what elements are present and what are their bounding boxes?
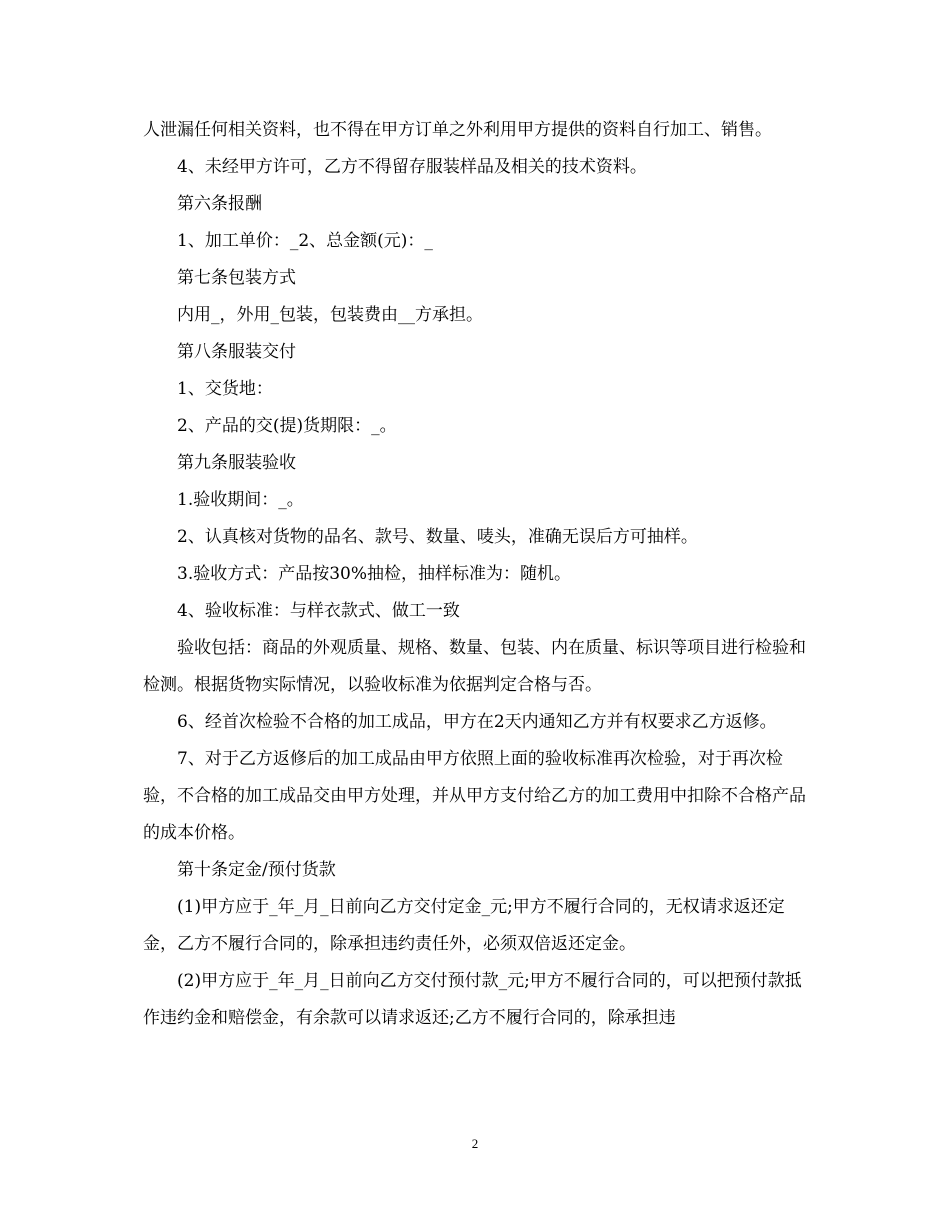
paragraph: (2)甲方应于_年_月_日前向乙方交付预付款_元;甲方不履行合同的，可以把预付款抵作违约金和赔偿金，有余款可以请求返还;乙方不履行合同的，除承担违 [143, 971, 802, 1028]
paragraph: (1)甲方应于_年_月_日前向乙方交付定金_元;甲方不履行合同的，无权请求返还定金，乙方不履行合同的，除承担违约责任外，必须双倍返还定金。 [143, 897, 785, 954]
paragraph: 人泄漏任何相关资料，也不得在甲方订单之外利用甲方提供的资料自行加工、销售。 [143, 120, 772, 140]
paragraph: 2、认真核对货物的品名、款号、数量、唛头，准确无误后方可抽样。 [177, 527, 698, 547]
paragraph: 4、验收标准：与样衣款式、做工一致 [177, 601, 460, 621]
section-heading: 第六条报酬 [177, 194, 262, 214]
section-heading: 第十条定金/预付货款 [177, 860, 336, 880]
paragraph: 7、对于乙方返修后的加工成品由甲方依照上面的验收标准再次检验，对于再次检验，不合格的加工成品交由甲方处理，并从甲方支付给乙方的加工费用中扣除不合格产品的成本价格。 [143, 749, 806, 843]
paragraph: 验收包括：商品的外观质量、规格、数量、包装、内在质量、标识等项目进行检验和检测。根据货物实际情况，以验收标准为依据判定合格与否。 [143, 638, 806, 695]
paragraph: 1、交货地： [177, 379, 273, 399]
paragraph: 内用_，外用_包装，包装费由__方承担。 [177, 305, 483, 325]
paragraph: 1、加工单价：_2、总金额(元)：_ [177, 231, 433, 251]
document-body [143, 112, 807, 1037]
paragraph: 4、未经甲方许可，乙方不得留存服装样品及相关的技术资料。 [177, 157, 647, 177]
section-heading: 第八条服装交付 [177, 342, 296, 362]
paragraph: 3.验收方式：产品按30%抽检，抽样标准为：随机。 [177, 564, 572, 584]
paragraph: 6、经首次检验不合格的加工成品，甲方在2天内通知乙方并有权要求乙方返修。 [177, 712, 777, 732]
paragraph: 1.验收期间：_。 [177, 490, 304, 510]
section-heading: 第九条服装验收 [177, 453, 296, 473]
paragraph: 2、产品的交(提)货期限：_。 [177, 416, 397, 436]
section-heading: 第七条包装方式 [177, 268, 296, 288]
page-number: 2 [471, 1136, 479, 1151]
